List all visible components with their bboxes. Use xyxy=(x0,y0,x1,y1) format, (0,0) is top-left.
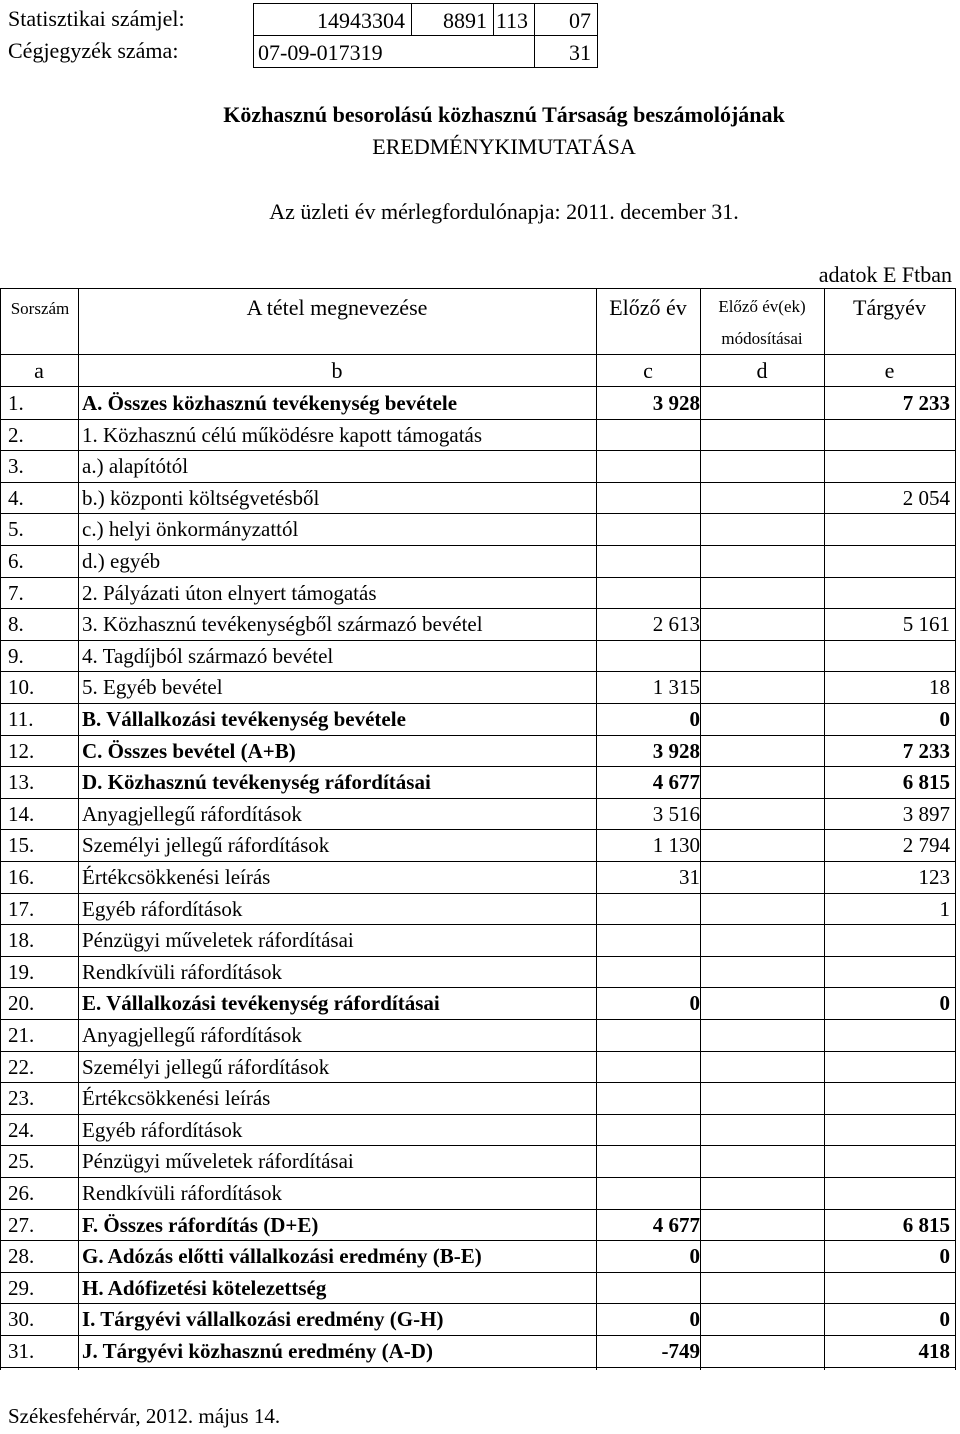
row-prev-year xyxy=(598,419,700,450)
row-prev-year xyxy=(598,1051,700,1082)
row-number: 6. xyxy=(8,549,24,573)
row-prev-year xyxy=(598,1145,700,1176)
row-number: 1. xyxy=(8,391,24,415)
row-modification xyxy=(702,1303,824,1334)
reg-part-1: 07-09-017319 xyxy=(253,35,535,68)
row-number: 29. xyxy=(8,1275,35,1300)
row-current-year: 6 815 xyxy=(902,770,950,795)
row-name: 3. Közhasznú tevékenységből származó bevétel xyxy=(82,612,483,637)
stat-part-1: 14943304 xyxy=(253,3,412,36)
page-title: Közhasznú besorolású közhasznú Társaság beszámolójának xyxy=(223,102,785,127)
table-row xyxy=(0,482,955,515)
row-prev-year: -749 xyxy=(661,1339,700,1363)
row-number: 31. xyxy=(8,1339,35,1363)
page-title-2: EREDMÉNYKIMUTATÁSA xyxy=(372,134,636,159)
row-name: G. Adózás előtti vállalkozási eredmény (B-E) xyxy=(82,1244,482,1269)
col-sorszam: Sorszám xyxy=(10,299,70,318)
row-prev-year xyxy=(598,893,700,924)
row-current-year: 0 xyxy=(939,991,950,1016)
row-current-year xyxy=(826,956,950,987)
table-row xyxy=(0,387,955,420)
row-prev-year xyxy=(598,924,700,955)
row-current-year xyxy=(826,450,950,481)
row-number: 9. xyxy=(8,643,24,668)
row-current-year xyxy=(826,1082,950,1113)
row-prev-year: 1 315 xyxy=(652,675,700,700)
row-prev-year: 4 677 xyxy=(652,770,700,795)
row-current-year: 123 xyxy=(918,865,950,889)
row-modification xyxy=(702,893,824,924)
row-number: 17. xyxy=(8,896,35,921)
row-prev-year xyxy=(598,450,700,481)
row-number: 30. xyxy=(8,1307,35,1332)
row-number: 18. xyxy=(8,928,35,953)
row-current-year: 5 161 xyxy=(902,612,950,637)
table-row xyxy=(0,987,955,1020)
row-prev-year xyxy=(598,1114,700,1145)
row-prev-year: 0 xyxy=(689,1244,700,1269)
row-current-year: 18 xyxy=(929,675,950,700)
row-name: Egyéb ráfordítások xyxy=(82,1117,243,1142)
table-row xyxy=(0,703,955,736)
row-name: d.) egyéb xyxy=(82,549,161,573)
row-number: 16. xyxy=(8,865,35,889)
row-prev-year: 0 xyxy=(689,707,700,731)
row-modification xyxy=(702,956,824,987)
table-row xyxy=(0,956,955,989)
col-name: A tétel megnevezése xyxy=(246,295,428,320)
row-prev-year xyxy=(598,482,700,513)
row-prev-year: 0 xyxy=(689,991,700,1016)
row-prev-year xyxy=(598,513,700,544)
table-row xyxy=(0,671,955,704)
row-modification xyxy=(702,735,824,766)
row-current-year: 6 815 xyxy=(902,1212,950,1237)
row-number: 4. xyxy=(8,485,24,510)
table-row xyxy=(0,766,955,799)
row-name: a.) alapítótól xyxy=(82,454,189,479)
row-prev-year: 3 928 xyxy=(652,738,700,763)
row-modification xyxy=(702,387,824,418)
row-number: 20. xyxy=(8,991,35,1016)
row-name: 1. Közhasznú célú működésre kapott támogatás xyxy=(82,422,483,447)
row-current-year: 7 233 xyxy=(902,391,950,415)
row-number: 10. xyxy=(8,675,35,700)
row-prev-year xyxy=(598,577,700,608)
row-number: 8. xyxy=(8,612,24,637)
row-number: 19. xyxy=(8,959,35,984)
row-modification xyxy=(702,861,824,892)
row-modification xyxy=(702,987,824,1018)
row-name: Anyagjellegű ráfordítások xyxy=(82,1023,302,1047)
row-modification xyxy=(702,1114,824,1145)
row-prev-year: 31 xyxy=(679,865,700,889)
table-row xyxy=(0,1209,955,1242)
row-name: D. Közhasznú tevékenység ráfordításai xyxy=(82,770,431,795)
row-name: Személyi jellegű ráfordítások xyxy=(82,833,330,858)
table-row xyxy=(0,1272,955,1305)
row-current-year xyxy=(826,1272,950,1303)
row-name: B. Vállalkozási tevékenység bevétele xyxy=(82,707,406,731)
row-modification xyxy=(702,1145,824,1176)
row-name: 4. Tagdíjból származó bevétel xyxy=(82,643,334,668)
row-current-year: 418 xyxy=(918,1339,950,1363)
row-number: 5. xyxy=(8,517,24,542)
page-subtitle: Az üzleti év mérlegfordulónapja: 2011. december 31. xyxy=(269,199,739,224)
letter-e: e xyxy=(884,358,895,383)
row-modification xyxy=(702,577,824,608)
stat-label: Statisztikai számjel: xyxy=(8,6,185,31)
row-prev-year: 4 677 xyxy=(652,1212,700,1237)
row-number: 7. xyxy=(8,580,24,605)
row-prev-year: 3 516 xyxy=(652,801,700,826)
row-name: 2. Pályázati úton elnyert támogatás xyxy=(82,580,377,605)
row-current-year xyxy=(826,640,950,671)
col-cur: Tárgyév xyxy=(853,295,926,320)
row-number: 25. xyxy=(8,1149,35,1174)
table-row xyxy=(0,450,955,483)
table-row xyxy=(0,1177,955,1210)
row-number: 11. xyxy=(8,707,34,731)
reg-label: Cégjegyzék száma: xyxy=(8,38,179,63)
row-modification xyxy=(702,608,824,639)
table-row xyxy=(0,1303,955,1336)
row-modification xyxy=(702,829,824,860)
col-mod-2: módosításai xyxy=(721,329,803,348)
row-current-year xyxy=(826,924,950,955)
row-number: 13. xyxy=(8,770,35,795)
row-prev-year xyxy=(598,1272,700,1303)
reg-part-2: 31 xyxy=(534,35,598,68)
row-name: H. Adófizetési kötelezettség xyxy=(82,1275,327,1300)
row-number: 12. xyxy=(8,738,35,763)
row-modification xyxy=(702,1272,824,1303)
footer-place-date: Székesfehérvár, 2012. május 14. xyxy=(8,1404,281,1428)
row-modification xyxy=(702,703,824,734)
row-name: A. Összes közhasznú tevékenység bevétele xyxy=(82,391,458,415)
table-row xyxy=(0,419,955,452)
table-row xyxy=(0,829,955,862)
table-row xyxy=(0,513,955,546)
row-name: Pénzügyi műveletek ráfordításai xyxy=(82,928,354,953)
row-modification xyxy=(702,1177,824,1208)
row-name: Egyéb ráfordítások xyxy=(82,896,243,921)
row-current-year xyxy=(826,1177,950,1208)
row-name: Anyagjellegű ráfordítások xyxy=(82,801,302,826)
row-number: 21. xyxy=(8,1023,35,1047)
row-modification xyxy=(702,671,824,702)
stat-part-2: 8891 xyxy=(411,3,494,36)
row-modification xyxy=(702,1019,824,1050)
row-number: 2. xyxy=(8,422,24,447)
letter-d: d xyxy=(756,358,768,383)
row-prev-year xyxy=(598,956,700,987)
row-current-year: 0 xyxy=(939,1307,950,1332)
row-name: Rendkívüli ráfordítások xyxy=(82,959,283,984)
row-current-year xyxy=(826,513,950,544)
table-row xyxy=(0,1335,955,1368)
table-row xyxy=(0,545,955,578)
table-row xyxy=(0,1019,955,1052)
row-name: Pénzügyi műveletek ráfordításai xyxy=(82,1149,354,1174)
row-name: Személyi jellegű ráfordítások xyxy=(82,1054,330,1079)
row-current-year: 3 897 xyxy=(902,801,950,826)
table-row xyxy=(0,608,955,641)
row-current-year: 2 054 xyxy=(902,485,950,510)
row-number: 3. xyxy=(8,454,24,479)
row-modification xyxy=(702,450,824,481)
row-name: 5. Egyéb bevétel xyxy=(82,675,223,700)
stat-part-4: 07 xyxy=(534,3,598,36)
letter-a: a xyxy=(34,358,44,383)
row-prev-year xyxy=(598,1177,700,1208)
row-name: Rendkívüli ráfordítások xyxy=(82,1181,283,1205)
table-row xyxy=(0,861,955,894)
table-row xyxy=(0,735,955,768)
row-current-year: 0 xyxy=(939,707,950,731)
row-name: F. Összes ráfordítás (D+E) xyxy=(82,1212,319,1237)
row-current-year xyxy=(826,577,950,608)
row-prev-year: 1 130 xyxy=(652,833,700,858)
row-number: 28. xyxy=(8,1244,35,1269)
row-prev-year xyxy=(598,545,700,576)
row-modification xyxy=(702,545,824,576)
table-row xyxy=(0,893,955,926)
row-name: Értékcsökkenési leírás xyxy=(82,1086,271,1111)
row-current-year: 0 xyxy=(939,1244,950,1269)
table-row xyxy=(0,1051,955,1084)
row-prev-year xyxy=(598,640,700,671)
row-number: 27. xyxy=(8,1212,35,1237)
table-row xyxy=(0,924,955,957)
table-row xyxy=(0,640,955,673)
row-modification xyxy=(702,1051,824,1082)
row-current-year xyxy=(826,1019,950,1050)
row-name: c.) helyi önkormányzattól xyxy=(82,517,299,542)
row-prev-year: 2 613 xyxy=(652,612,700,637)
row-prev-year xyxy=(598,1019,700,1050)
row-modification xyxy=(702,1082,824,1113)
row-modification xyxy=(702,798,824,829)
row-number: 14. xyxy=(8,801,35,826)
table-row xyxy=(0,1082,955,1115)
row-modification xyxy=(702,766,824,797)
row-current-year: 2 794 xyxy=(902,833,950,858)
row-name: Értékcsökkenési leírás xyxy=(82,865,271,889)
row-name: C. Összes bevétel (A+B) xyxy=(82,738,296,763)
row-name: E. Vállalkozási tevékenység ráfordításai xyxy=(82,991,440,1016)
row-prev-year: 0 xyxy=(689,1307,700,1332)
row-modification xyxy=(702,1335,824,1366)
row-modification xyxy=(702,924,824,955)
row-current-year xyxy=(826,419,950,450)
row-number: 22. xyxy=(8,1054,35,1079)
row-current-year xyxy=(826,1145,950,1176)
table-row xyxy=(0,798,955,831)
table-row xyxy=(0,1240,955,1273)
row-modification xyxy=(702,1209,824,1240)
letter-b: b xyxy=(331,358,343,383)
row-modification xyxy=(702,640,824,671)
row-current-year: 1 xyxy=(939,896,950,921)
table-row xyxy=(0,577,955,610)
row-prev-year: 3 928 xyxy=(652,391,700,415)
letter-c: c xyxy=(643,358,653,383)
row-modification xyxy=(702,482,824,513)
row-number: 26. xyxy=(8,1181,35,1205)
row-number: 24. xyxy=(8,1117,35,1142)
row-name: J. Tárgyévi közhasznú eredmény (A-D) xyxy=(82,1339,433,1363)
row-modification xyxy=(702,1240,824,1271)
row-name: b.) központi költségvetésből xyxy=(82,485,320,510)
col-prev: Előző év xyxy=(609,295,687,320)
header-divider xyxy=(0,354,956,355)
table-row xyxy=(0,1145,955,1178)
row-current-year xyxy=(826,1114,950,1145)
row-number: 23. xyxy=(8,1086,35,1111)
row-name: I. Tárgyévi vállalkozási eredmény (G-H) xyxy=(82,1307,444,1332)
row-modification xyxy=(702,419,824,450)
row-prev-year xyxy=(598,1082,700,1113)
table-right-border xyxy=(955,288,956,1370)
table-top-border xyxy=(0,288,956,289)
row-modification xyxy=(702,513,824,544)
table-row xyxy=(0,1114,955,1147)
row-current-year xyxy=(826,1051,950,1082)
row-current-year xyxy=(826,545,950,576)
row-number: 15. xyxy=(8,833,35,858)
units-note: adatok E Ftban xyxy=(818,262,952,287)
col-mod-1: Előző év(ek) xyxy=(718,297,806,316)
row-current-year: 7 233 xyxy=(902,738,950,763)
stat-part-3: 113 xyxy=(493,3,535,36)
